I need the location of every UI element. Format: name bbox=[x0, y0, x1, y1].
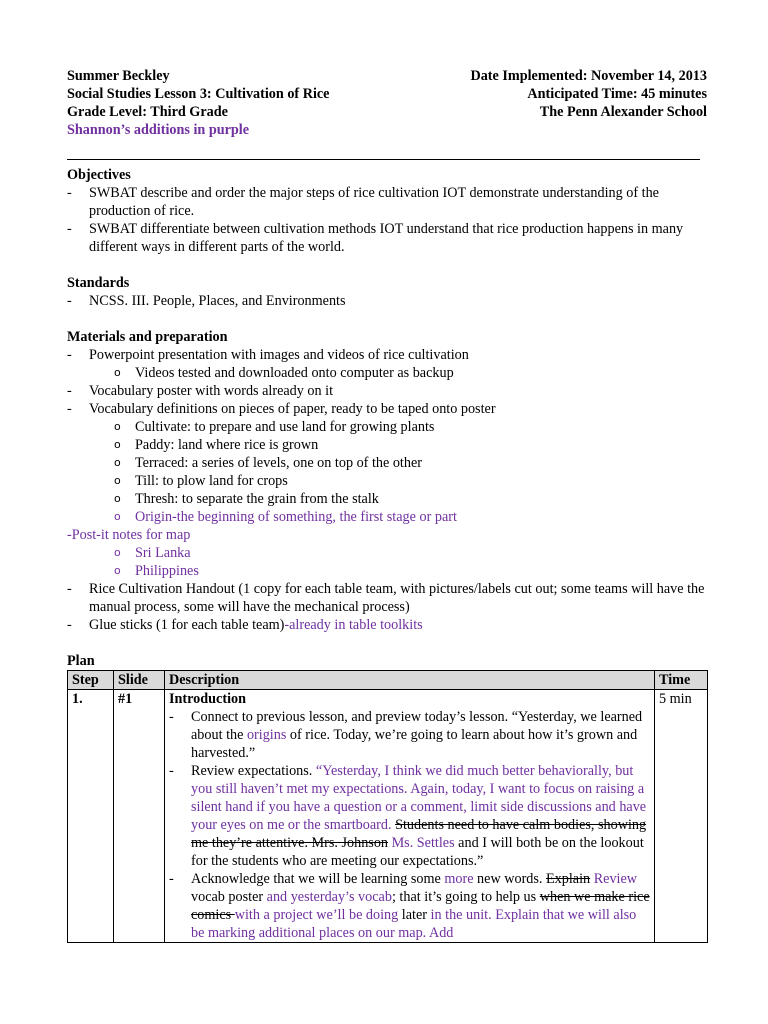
plan-bullet: - Review expectations. “Yesterday, I think we did much better behaviorally, but you still haven’t met my expectations. Again, today, I want to focus on raising a silent hand if you have a question or a comment, limit side discussions and have your eyes on me or the smartboard. Students need to have calm bodies, showing me they’re attentive. Mrs. Johnson Ms. Settles and I will both be on the lookout for the students who are meeting our expectations.” bbox=[169, 763, 647, 869]
time-cell: 5 min bbox=[655, 690, 708, 943]
map-place-item: o Philippines bbox=[114, 563, 199, 579]
plan-heading: Plan bbox=[67, 653, 95, 669]
description-cell bbox=[165, 690, 655, 943]
lesson-title: Social Studies Lesson 3: Cultivation of Rice bbox=[67, 86, 330, 102]
vocab-item: o Terraced: a series of levels, one on top of the other bbox=[114, 455, 422, 471]
lesson-plan-page bbox=[67, 67, 707, 943]
objective-item: - SWBAT differentiate between cultivation methods IOT understand that rice production happens in many different ways in different parts of the world. bbox=[67, 221, 684, 255]
school-name: The Penn Alexander School bbox=[539, 104, 707, 120]
plan-bullet: - Acknowledge that we will be learning some more new words. Explain Review vocab poster and yesterday’s vocab; that it’s going to help us when we make rice comics with a project we’ll be doing later in the unit. Explain that we will also be marking additional places on our map. Add bbox=[169, 871, 650, 941]
map-place-item: o Sri Lanka bbox=[114, 545, 191, 561]
step-cell: 1. bbox=[68, 690, 114, 943]
col-description: Description bbox=[165, 671, 655, 690]
vocab-item: o Paddy: land where rice is grown bbox=[114, 437, 319, 453]
anticipated-time: Anticipated Time: 45 minutes bbox=[527, 86, 707, 102]
plan-table bbox=[67, 670, 708, 943]
materials-heading: Materials and preparation bbox=[67, 329, 228, 345]
slide-cell: #1 bbox=[114, 690, 165, 943]
header-right bbox=[470, 67, 707, 139]
postit-notes-item: -Post-it notes for map bbox=[67, 527, 191, 543]
material-item: - Rice Cultivation Handout (1 copy for each table team, with pictures/labels cut out; some teams will have the manual process, some will have the mechanical process) bbox=[67, 581, 705, 615]
col-time: Time bbox=[655, 671, 708, 690]
material-subitem: o Videos tested and downloaded onto computer as backup bbox=[114, 365, 454, 381]
plan-bullet: - Connect to previous lesson, and preview today’s lesson. “Yesterday, we learned about the origins of rice. Today, we’re going to learn about how it’s grown and harvested.” bbox=[169, 709, 643, 761]
material-item: - Powerpoint presentation with images and videos of rice cultivation bbox=[67, 347, 469, 363]
grade-level: Grade Level: Third Grade bbox=[67, 104, 228, 120]
objective-item: - SWBAT describe and order the major steps of rice cultivation IOT demonstrate understanding of the production of rice. bbox=[67, 185, 659, 219]
additions-note: Shannon’s additions in purple bbox=[67, 122, 250, 138]
vocab-item: o Till: to plow land for crops bbox=[114, 473, 288, 489]
vocab-item-origin: o Origin-the beginning of something, the first stage or part bbox=[114, 509, 457, 525]
vocab-item: o Cultivate: to prepare and use land for growing plants bbox=[114, 419, 435, 435]
col-slide: Slide bbox=[114, 671, 165, 690]
material-item: - Glue sticks (1 for each table team)-already in table toolkits bbox=[67, 617, 423, 633]
plan-table-header bbox=[68, 671, 708, 690]
standards-heading: Standards bbox=[67, 275, 130, 291]
header-left bbox=[67, 67, 329, 139]
document-header bbox=[67, 67, 707, 139]
author-name: Summer Beckley bbox=[67, 68, 170, 84]
col-step: Step bbox=[68, 671, 114, 690]
standard-item: - NCSS. III. People, Places, and Environments bbox=[67, 293, 346, 309]
row-title: Introduction bbox=[169, 691, 246, 707]
table-row bbox=[68, 690, 708, 943]
material-item: - Vocabulary poster with words already on it bbox=[67, 383, 334, 399]
header-divider bbox=[67, 159, 700, 160]
objectives-heading: Objectives bbox=[67, 167, 131, 183]
date-implemented: Date Implemented: November 14, 2013 bbox=[470, 68, 707, 84]
material-item: - Vocabulary definitions on pieces of paper, ready to be taped onto poster bbox=[67, 401, 496, 417]
vocab-item: o Thresh: to separate the grain from the stalk bbox=[114, 491, 379, 507]
